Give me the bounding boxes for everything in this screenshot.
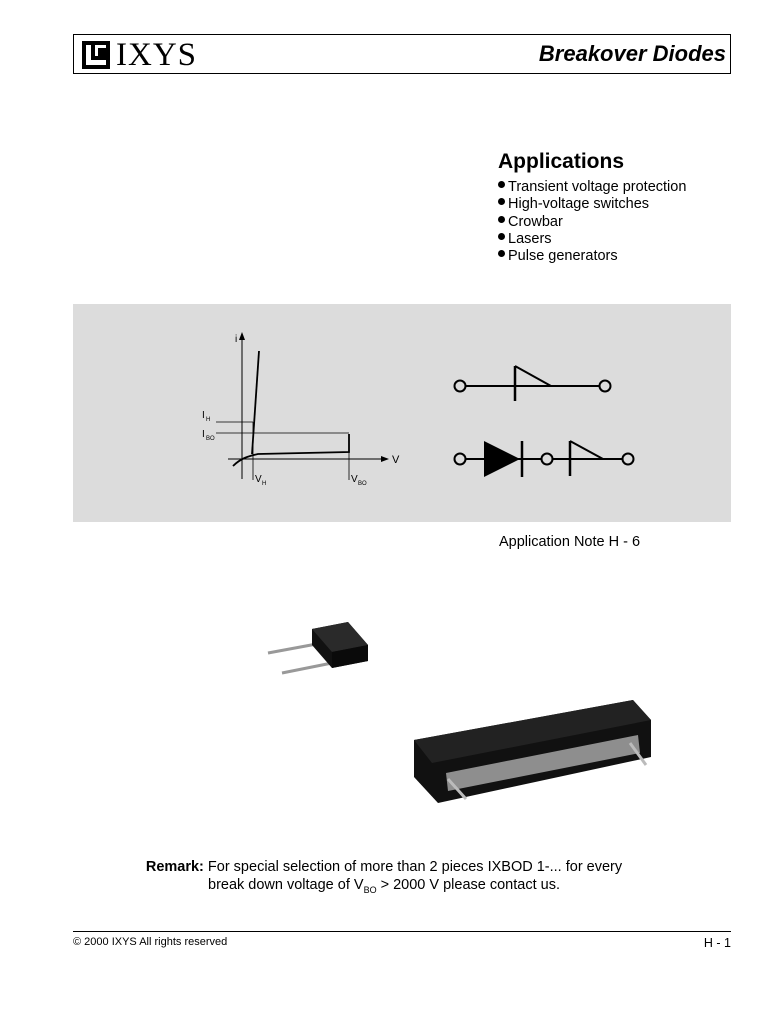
- vbo-label-sub: BO: [358, 481, 367, 487]
- ih-label-sub: H: [206, 417, 211, 423]
- bullet-icon: [498, 233, 505, 240]
- remark-note: [0, 858, 768, 899]
- page-number: H - 1: [703, 936, 731, 950]
- bullet-icon: [498, 216, 505, 223]
- remark-line-2-sub: BO: [363, 884, 377, 895]
- bullet-icon: [498, 250, 505, 257]
- footer-divider: [73, 931, 731, 932]
- x-axis-label: V: [392, 454, 400, 466]
- list-item: Lasers: [498, 231, 686, 248]
- copyright-notice: © 2000 IXYS All rights reserved: [73, 936, 228, 948]
- logo-text: IXYS: [116, 37, 198, 73]
- bullet-icon: [498, 181, 505, 188]
- y-axis-label: i: [235, 334, 238, 345]
- applications-section: [498, 149, 686, 265]
- ih-label: I: [202, 410, 205, 421]
- list-item: Crowbar: [498, 214, 686, 231]
- ibo-label-sub: BO: [206, 436, 215, 442]
- applications-heading: Applications: [498, 150, 625, 173]
- ibo-label: I: [202, 429, 205, 440]
- remark-line-2-post: > 2000 V please contact us.: [376, 877, 560, 893]
- ixys-logo-mark: [82, 41, 110, 69]
- list-item: Transient voltage protection: [498, 179, 686, 196]
- iv-curve-diagram: [73, 304, 731, 522]
- y-axis-arrow-icon: [239, 332, 245, 340]
- remark-line-2-pre: break down voltage of V: [208, 877, 364, 893]
- remark-label: Remark:: [145, 859, 204, 875]
- diode-with-breakover-symbol: [455, 441, 634, 477]
- applications-list: [498, 179, 686, 265]
- breakover-diode-symbol: [455, 366, 611, 401]
- page-header: [73, 34, 731, 74]
- page-title: Breakover Diodes: [538, 41, 726, 66]
- small-package-image: [260, 615, 375, 680]
- ixys-logo: [82, 37, 198, 73]
- large-package-image: [408, 695, 658, 810]
- remark-line-1: For special selection of more than 2 pieces IXBOD 1-... for every: [207, 859, 623, 875]
- vh-label-sub: H: [262, 481, 267, 487]
- list-item: High-voltage switches: [498, 196, 686, 213]
- application-note-reference: Application Note H - 6: [499, 534, 641, 550]
- figure-panel: [73, 304, 731, 522]
- bullet-icon: [498, 198, 505, 205]
- vh-label: V: [255, 474, 262, 485]
- list-item: Pulse generators: [498, 248, 686, 265]
- x-axis-arrow-icon: [381, 456, 389, 462]
- vbo-label: V: [351, 474, 358, 485]
- iv-curve-lower: [233, 434, 349, 466]
